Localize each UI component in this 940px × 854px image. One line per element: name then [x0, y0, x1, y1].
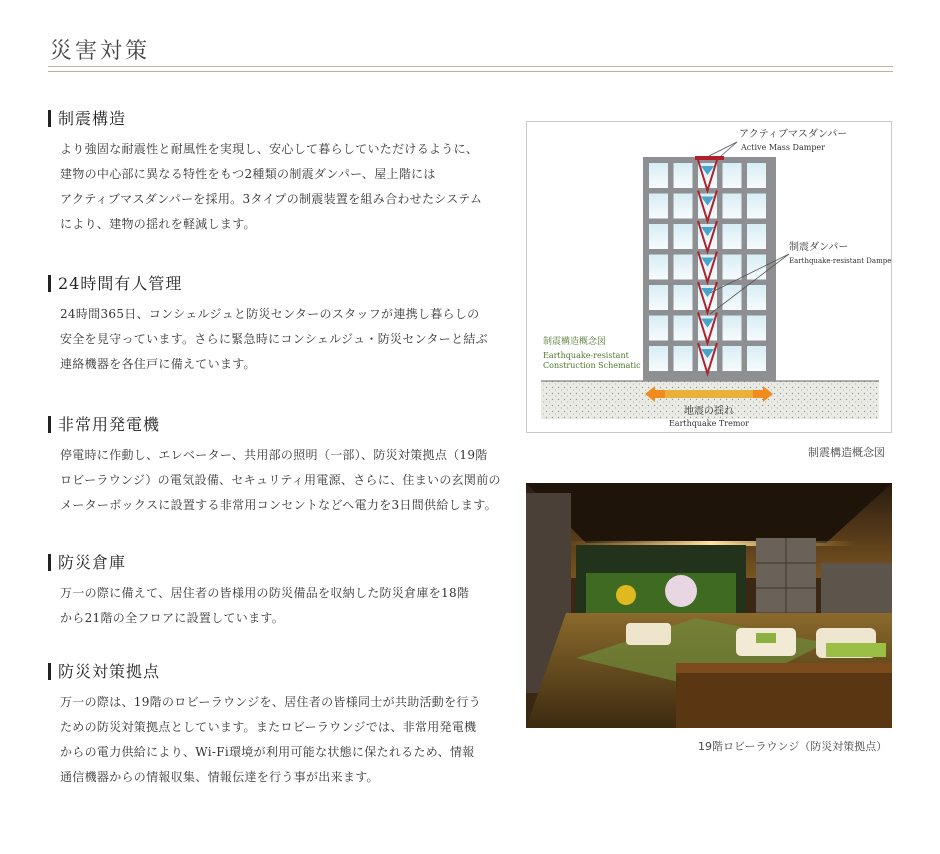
seismic-diagram: [526, 121, 892, 433]
section-heading: 24時間有人管理: [48, 275, 518, 292]
section-heading: 制震構造: [48, 110, 518, 127]
window-pane: [674, 224, 693, 249]
window-pane: [723, 163, 742, 188]
window-pane: [747, 316, 766, 341]
section-heading: 防災倉庫: [48, 554, 518, 571]
building-schematic: [527, 122, 891, 432]
damper-label-en: Earthquake-resistant Damper: [789, 257, 891, 265]
damper-label-jp: 制震ダンパー: [789, 242, 849, 253]
window-pane: [674, 194, 693, 219]
section-disaster-storage: [48, 554, 518, 631]
page-title: 災害対策: [50, 39, 151, 64]
section-seismic-structure: [48, 110, 518, 237]
section-body: 万一の際に備えて、居住者の皆様用の防災備品を収納した防災倉庫を18階 から21階の全フロアに設置しています。: [60, 586, 470, 625]
window-pane: [649, 255, 668, 280]
window-pane: [649, 316, 668, 341]
section-disaster-base: [48, 663, 518, 790]
schematic-label-en-2: Construction Schematic: [543, 361, 641, 370]
active-mass-damper: [695, 156, 717, 160]
window-pane: [649, 224, 668, 249]
window-pane: [674, 316, 693, 341]
window-pane: [747, 285, 766, 310]
section-body: 24時間365日、コンシェルジュと防災センターのスタッフが連携し暮らしの 安全を見守っています。さらに緊急時にコンシェルジュ・防災センターと結ぶ 連絡機器を各住戸に備えています。: [60, 307, 488, 371]
section-24h-management: [48, 275, 518, 377]
tremor-label-en: Earthquake Tremor: [668, 419, 750, 428]
window-pane: [674, 255, 693, 280]
window-pane: [649, 285, 668, 310]
section-body: 万一の際は、19階のロビーラウンジを、居住者の皆様同士が共助活動を行う ための防災対策拠点としています。またロビーラウンジでは、非常用発電機 からの電力供給により、Wi-Fi環境が利用可能な状態に保たれるため、情報 通信機器からの情報収集、情報伝達を行う事が出来ます。: [60, 695, 481, 784]
window-pane: [723, 346, 742, 371]
window-pane: [649, 163, 668, 188]
tremor-label-jp: 地震の揺れ: [684, 406, 734, 417]
window-pane: [649, 346, 668, 371]
window-pane: [674, 163, 693, 188]
window-pane: [747, 163, 766, 188]
section-emergency-generator: [48, 416, 518, 518]
schematic-label-en-1: Earthquake-resistant: [543, 351, 629, 360]
amd-label-jp: アクティブマスダンパー: [739, 129, 848, 140]
photo-caption: 19階ロビーラウンジ（防災対策拠点）: [698, 740, 888, 753]
diagram-caption: 制震構造概念図: [808, 446, 885, 459]
window-pane: [674, 346, 693, 371]
title-divider: [48, 66, 893, 72]
lobby-photo: [526, 483, 892, 728]
window-pane: [723, 224, 742, 249]
window-pane: [723, 316, 742, 341]
window-pane: [747, 224, 766, 249]
amd-label-en: Active Mass Damper: [741, 143, 825, 152]
section-body: より強固な耐震性と耐風性を実現し、安心して暮らしていただけるように、 建物の中心部に異なる特性をもつ2種類の制震ダンパー、屋上階には アクティブマスダンパーを採用。3タイプの制震装置を組み合わせたシステム により、建物の揺れを軽減します。: [60, 142, 483, 231]
schematic-label-jp: 制震構造概念図: [543, 337, 607, 347]
section-heading: 非常用発電機: [48, 416, 518, 433]
window-pane: [723, 194, 742, 219]
section-body: 停電時に作動し、エレベーター、共用部の照明（一部）、防災対策拠点（19階 ロビーラウンジ）の電気設備、セキュリティ用電源、さらに、住まいの玄関前の メーターボックスに設置する非常用コンセントなどへ電力を3日間供給します。: [60, 448, 501, 512]
window-pane: [723, 255, 742, 280]
window-pane: [747, 194, 766, 219]
window-pane: [747, 346, 766, 371]
window-pane: [674, 285, 693, 310]
window-pane: [649, 194, 668, 219]
section-heading: 防災対策拠点: [48, 663, 518, 680]
